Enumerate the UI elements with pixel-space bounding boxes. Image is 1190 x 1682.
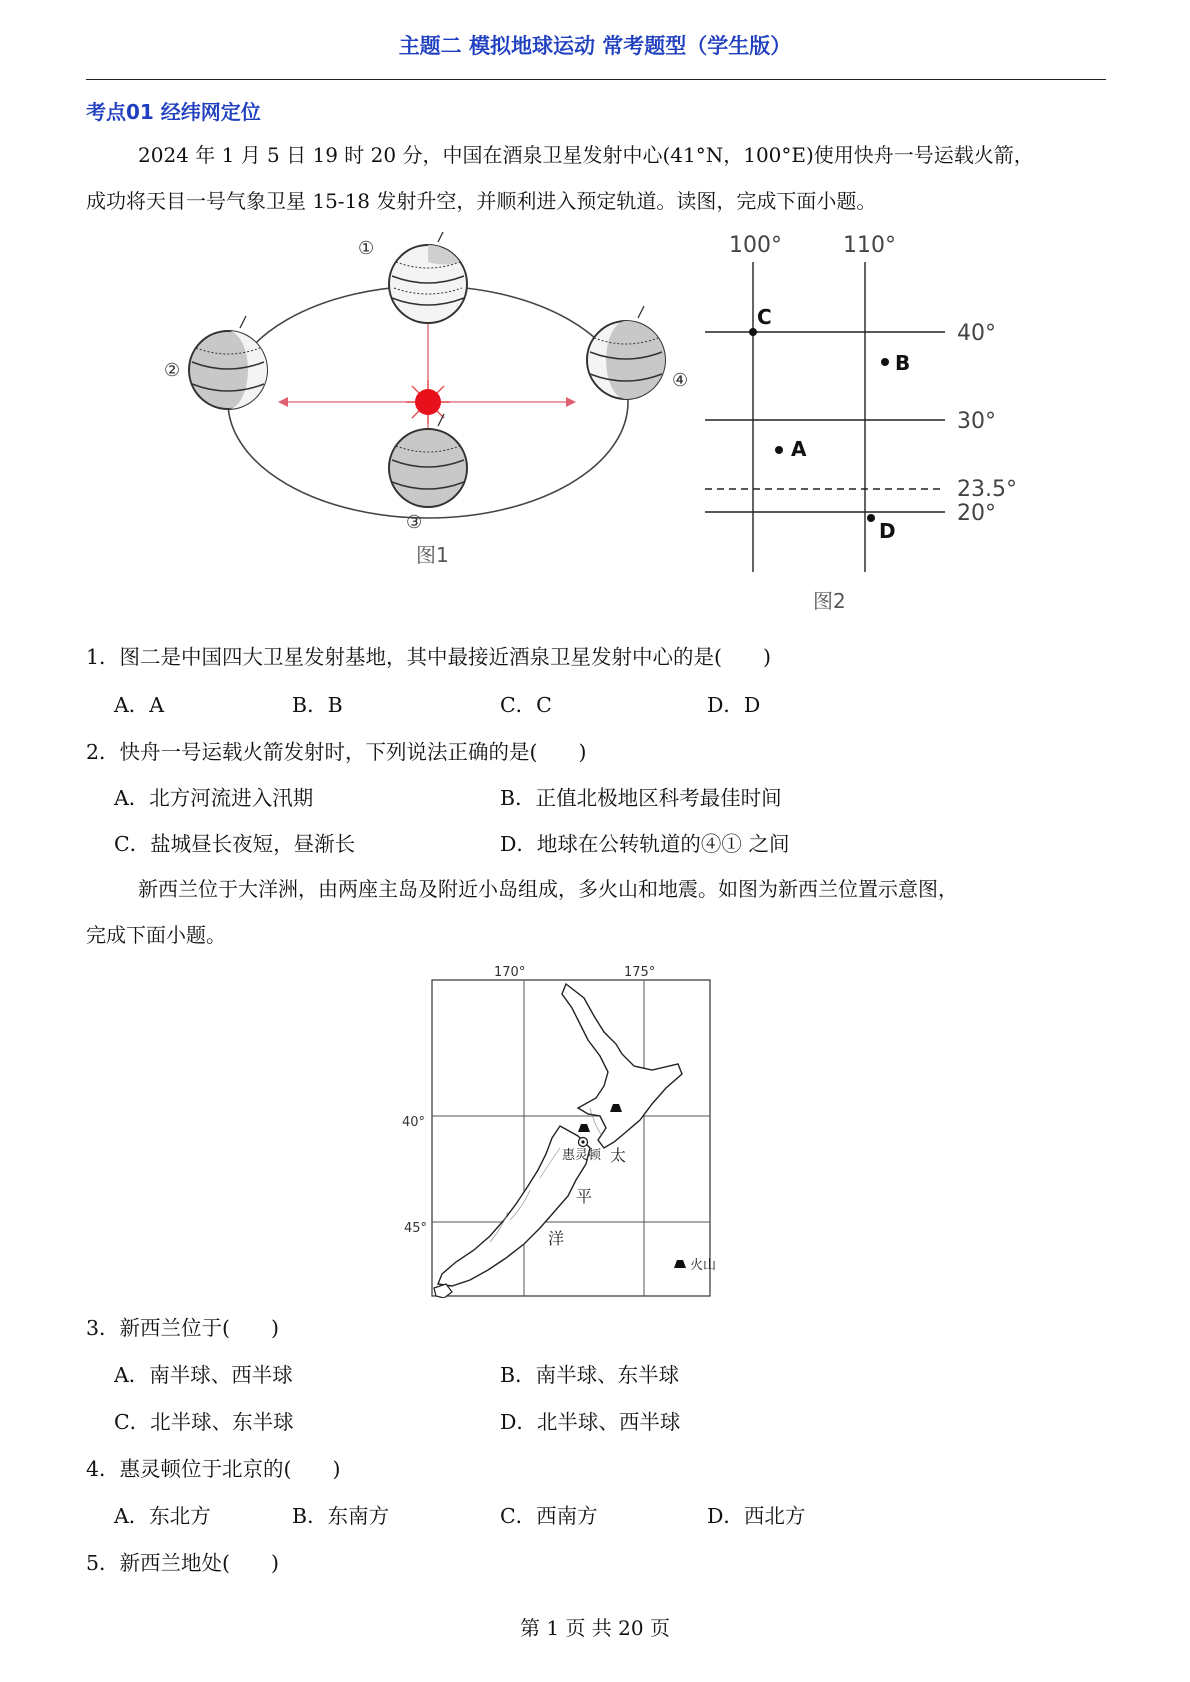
lon-label-110: 110° [843, 233, 896, 258]
figure-2-latlon-grid [695, 232, 1035, 622]
figure-1-orbit-diagram [160, 232, 690, 612]
wellington-label: 惠灵顿 [562, 1148, 602, 1163]
nz-lon-label-170: 170° [494, 965, 526, 980]
wellington-marker [579, 1138, 588, 1147]
question-3-option-b[interactable]: B．南半球、东半球 [500, 1363, 680, 1387]
point-a-marker [775, 446, 783, 454]
question-4-stem: 4．惠灵顿位于北京的( ) [86, 1457, 341, 1481]
label-position-2: ② [164, 360, 181, 381]
point-c-label: C [757, 305, 772, 329]
label-position-4: ④ [672, 370, 689, 391]
question-2-stem: 2．快舟一号运载火箭发射时，下列说法正确的是( ) [86, 740, 587, 764]
page-footer: 第 1 页 共 20 页 [520, 1616, 670, 1640]
nz-lat-label-40: 40° [402, 1115, 426, 1130]
question-2-option-c[interactable]: C．盐城昼长夜短，昼渐长 [114, 832, 356, 856]
question-3-option-d[interactable]: D．北半球、西半球 [500, 1410, 681, 1434]
question-4-option-d[interactable]: D．西北方 [707, 1504, 806, 1528]
intro-2-line-1: 新西兰位于大洋洲，由两座主岛及附近小岛组成，多火山和地震。如图为新西兰位置示意图， [138, 877, 958, 901]
legend-volcano-label: 火山 [690, 1258, 717, 1273]
earth-position-1 [389, 232, 467, 323]
lon-label-100: 100° [729, 233, 782, 258]
point-b-marker [881, 358, 889, 366]
new-zealand-map [390, 958, 790, 1298]
question-1-option-d[interactable]: D．D [707, 693, 761, 717]
nz-lat-label-45: 45° [404, 1221, 428, 1236]
intro-1-line-2: 成功将天目一号气象卫星 15-18 发射升空，并顺利进入预定轨道。读图，完成下面小题。 [86, 189, 877, 213]
intro-paragraph-1 [86, 132, 1111, 224]
question-1-stem: 1．图二是中国四大卫星发射基地，其中最接近酒泉卫星发射中心的是( ) [86, 645, 772, 669]
figure-2-caption: 图2 [813, 589, 846, 613]
question-2-option-a[interactable]: A．北方河流进入汛期 [114, 786, 314, 810]
point-b-label: B [895, 351, 911, 375]
question-1-option-a[interactable]: A．A [114, 693, 165, 717]
question-4-option-c[interactable]: C．西南方 [500, 1504, 598, 1528]
question-2-option-d[interactable]: D．地球在公转轨道的④① 之间 [500, 832, 790, 856]
question-3-option-a[interactable]: A．南半球、西半球 [114, 1363, 293, 1387]
question-4-option-b[interactable]: B．东南方 [292, 1504, 390, 1528]
label-position-3: ③ [406, 512, 423, 533]
ocean-char-2: 平 [576, 1187, 593, 1206]
lat-label-40: 40° [957, 321, 996, 346]
earth-position-4 [587, 306, 665, 399]
page-header-title: 主题二 模拟地球运动 常考题型（学生版） [398, 34, 792, 58]
question-2-option-b[interactable]: B．正值北极地区科考最佳时间 [500, 786, 782, 810]
header-divider [86, 79, 1106, 80]
label-position-1: ① [358, 238, 375, 259]
intro-paragraph-2 [86, 866, 1111, 958]
intro-2-line-2: 完成下面小题。 [86, 923, 226, 947]
question-1-option-b[interactable]: B．B [292, 693, 343, 717]
lat-label-30: 30° [957, 409, 996, 434]
question-3-stem: 3．新西兰位于( ) [86, 1316, 280, 1340]
lat-label-23-5: 23.5° [957, 477, 1017, 502]
figure-1-caption: 图1 [416, 543, 449, 567]
ocean-char-3: 洋 [548, 1229, 565, 1248]
earth-position-2 [189, 316, 267, 409]
question-3-option-c[interactable]: C．北半球、东半球 [114, 1410, 294, 1434]
point-d-marker [867, 514, 875, 522]
point-d-label: D [879, 519, 896, 543]
section-title: 考点01 经纬网定位 [86, 100, 261, 124]
nz-lon-label-175: 175° [624, 965, 656, 980]
sun-icon [406, 380, 450, 424]
ocean-char-1: 太 [610, 1146, 627, 1165]
question-5-stem: 5．新西兰地处( ) [86, 1551, 280, 1575]
question-4-option-a[interactable]: A．东北方 [114, 1504, 211, 1528]
question-1-option-c[interactable]: C．C [500, 693, 552, 717]
intro-1-line-1: 2024 年 1 月 5 日 19 时 20 分，中国在酒泉卫星发射中心(41°N，100°E)使用快舟一号运载火箭， [138, 143, 1034, 167]
point-a-label: A [791, 437, 807, 461]
lat-label-20: 20° [957, 501, 996, 526]
point-c-marker [749, 328, 757, 336]
